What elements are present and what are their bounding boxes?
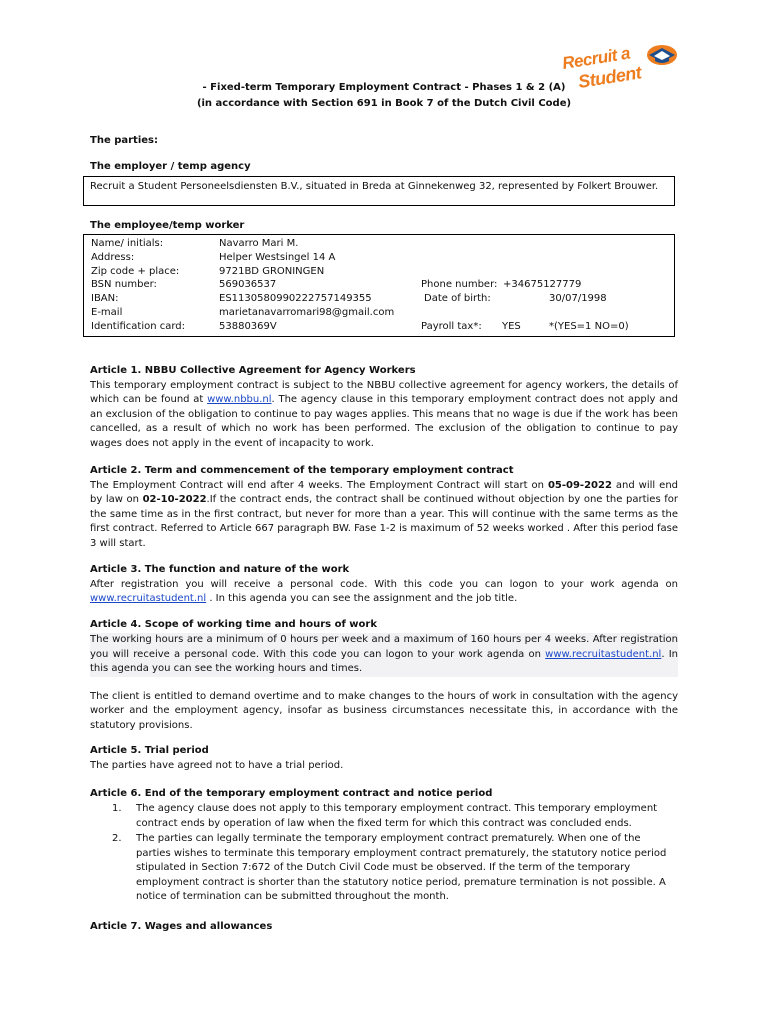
article1-heading: Article 1. NBBU Collective Agreement for Agency Workers: [90, 365, 416, 376]
phone-value: +34675127779: [503, 279, 582, 290]
article3-text-b: . In this agenda you can see the assignment and the job title.: [206, 593, 518, 605]
zip-label: Zip code + place:: [91, 266, 180, 277]
logo-text-line1: Recruit a: [560, 43, 632, 74]
start-date: 05-09-2022: [547, 480, 612, 491]
article4-text-c: The client is entitled to demand overtime and to make changes to the hours of work in consultation with the agency worker and the employment agency, insofar as business circumstances necessitate this, in accordance with the statutory provisions.: [90, 691, 678, 731]
article6-item-2: [112, 832, 678, 907]
email-value: marietanavarromari98@gmail.com: [219, 307, 395, 318]
address-value: Helper Westsingel 14 A: [219, 252, 336, 263]
payroll-value: YES: [502, 321, 521, 332]
contract-title: - Fixed-term Temporary Employment Contract - Phases 1 & 2 (A): [202, 82, 566, 93]
payroll-label: Payroll tax*:: [421, 321, 482, 332]
article6-heading: Article 6. End of the temporary employment contract and notice period: [90, 788, 493, 799]
employee-heading: The employee/temp worker: [90, 220, 245, 231]
article2-text-b: and will end by law on: [90, 480, 678, 506]
item-number: 2.: [112, 833, 122, 844]
article6-item-1: [112, 802, 678, 832]
item-number: 1.: [112, 803, 122, 814]
bsn-value: 569036537: [219, 279, 277, 290]
name-label: Name/ initials:: [91, 238, 164, 249]
address-label: Address:: [91, 252, 135, 263]
article3-text-a: After registration you will receive a personal code. With this code you can logon to your work agenda on: [90, 579, 678, 590]
article5-text: The parties have agreed not to have a trial period.: [90, 760, 344, 771]
iban-value: ES1130580990222757149355: [219, 293, 372, 304]
article7-heading: Article 7. Wages and allowances: [90, 921, 273, 932]
recruitastudent-link[interactable]: www.recruitastudent.nl: [90, 593, 207, 605]
article2-text-a: The Employment Contract will end after 4 weeks. The Employment Contract will start on: [90, 480, 548, 491]
article4-text-b: . In this agenda you can see the working hours and times.: [90, 648, 678, 675]
iban-label: IBAN:: [91, 293, 119, 304]
employer-heading: The employer / temp agency: [90, 161, 251, 172]
logo-text-line2: Student: [576, 62, 643, 93]
dob-label: Date of birth:: [424, 293, 491, 304]
phone-label: Phone number:: [421, 279, 498, 290]
employer-box: [83, 176, 675, 206]
article4-text-a: The working hours are a minimum of 0 hours per week and a maximum of 160 hours per 4 weeks. After registration you will receive a personal code. With this code you can logon to your work agenda on: [90, 634, 678, 660]
dob-value: 30/07/1998: [549, 293, 607, 304]
item-text: The parties can legally terminate the temporary employment contract prematurely. When one of the parties wishes to terminate this temporary employment contract prematurely, the statutory notice period stipulated in Section 7:672 of the Dutch Civil Code must be observed. If the term of the temporary employment contract is shorter than the statutory notice period, premature termination is not possible. A notice of termination can be submitted throughout the month.: [136, 833, 667, 903]
article3-text: [90, 578, 678, 607]
contract-subtitle: (in accordance with Section 691 in Book 7 of the Dutch Civil Code): [196, 98, 572, 109]
article1-text-b: . The agency clause in this temporary employment contract does not apply and an exclusion of the obligation to continue to pay wages applies. This means that no wage is due if the work has been cancelled, as a result of which no work has been performed. The exclusion of the obligation to continue to pay wages does not apply in the event of incapacity to work.: [90, 394, 678, 449]
article3-heading: Article 3. The function and nature of the work: [90, 564, 350, 575]
email-label: E-mail: [91, 307, 123, 318]
article1-text-a: This temporary employment contract is subject to the NBBU collective agreement for agency workers, the details of which can be found at: [90, 380, 678, 406]
article2-text-c: .If the contract ends, the contract shall be continued without objection by one the parties for the same time as in the first contract, but never for more than a year. This will continue with the same terms as the first contract. Referred to Article 667 paragraph BW. Fase 1-2 is maximum of 52 weeks worked . After this period fase 3 will start.: [90, 494, 678, 549]
recruitastudent-link-2[interactable]: www.recruitastudent.nl: [545, 648, 662, 660]
id-label: Identification card:: [91, 321, 186, 332]
parties-heading: The parties:: [90, 135, 158, 146]
article4-heading: Article 4. Scope of working time and hours of work: [90, 619, 378, 630]
id-value: 53880369V: [219, 321, 277, 332]
article4-text: [90, 633, 678, 677]
employer-text: Recruit a Student Personeelsdiensten B.V., situated in Breda at Ginnekenweg 32, represented by Folkert Brouwer.: [90, 181, 659, 192]
bsn-label: BSN number:: [91, 279, 157, 290]
nbbu-link[interactable]: www.nbbu.nl: [207, 394, 272, 406]
employee-box: [83, 234, 675, 337]
article1-text: [90, 379, 678, 451]
item-text: The agency clause does not apply to this temporary employment contract. This temporary employment contract ends by operation of law when the fixed term for which this contract was concluded ends.: [136, 803, 658, 829]
graduation-cap-icon: [645, 42, 679, 68]
name-value: Navarro Mari M.: [219, 238, 299, 249]
zip-value: 9721BD GRONINGEN: [219, 266, 325, 277]
article2-heading: Article 2. Term and commencement of the temporary employment contract: [90, 465, 514, 476]
article5-heading: Article 5. Trial period: [90, 745, 209, 756]
payroll-note: *(YES=1 NO=0): [549, 321, 629, 332]
article2-text: [90, 479, 678, 551]
end-date: 02-10-2022: [142, 494, 207, 506]
